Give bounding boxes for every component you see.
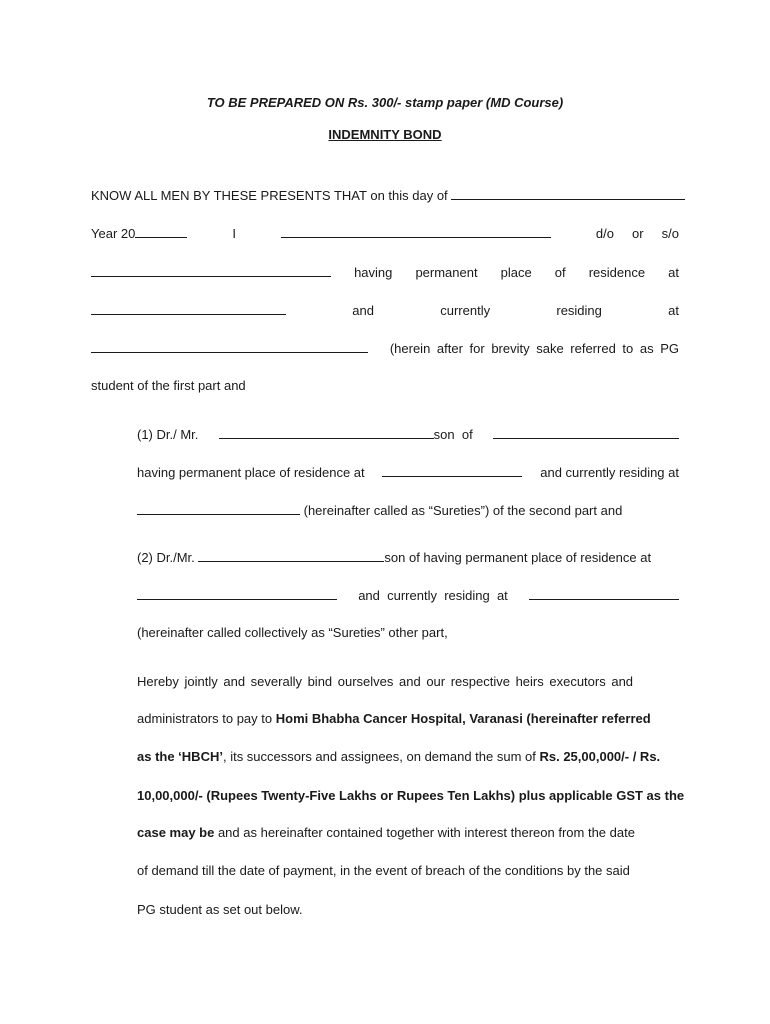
relation-label: d/o or s/o — [595, 226, 679, 241]
document-heading: INDEMNITY BOND — [328, 127, 442, 142]
word: having — [354, 265, 393, 280]
word: at — [668, 303, 679, 318]
body-line-4 — [137, 788, 684, 803]
body-text: administrators to pay to — [137, 711, 276, 726]
intro-text: KNOW ALL MEN BY THESE PRESENTS THAT on this day of — [91, 188, 448, 203]
surety1-name-blank — [219, 426, 434, 439]
surety2-name-blank — [198, 549, 384, 562]
body-line-1: Hereby jointly and severally bind ourselves and our respective heirs executors and — [137, 674, 634, 689]
intro-line-5 — [91, 340, 679, 356]
intro-line-2 — [91, 225, 679, 241]
word: currently — [440, 303, 491, 318]
year-blank — [135, 225, 187, 238]
intro-line-3 — [91, 264, 679, 280]
year-group — [91, 225, 187, 241]
surety1-line-1 — [137, 426, 679, 442]
surety2-residence-text: son of having permanent place of residence at — [384, 550, 652, 565]
body-line-7: PG student as set out below. — [137, 902, 303, 917]
first-part-text: student of the first part and — [91, 378, 246, 393]
surety1-line-2 — [137, 464, 679, 480]
name-blank — [281, 225, 551, 238]
son-of-label: son of — [433, 427, 473, 442]
body-line-5 — [137, 825, 635, 840]
word: at — [668, 265, 679, 280]
body-line-2 — [137, 711, 651, 726]
surety2-label: (2) Dr./Mr. — [137, 550, 195, 565]
word: permanent — [415, 265, 478, 280]
word: of — [554, 265, 566, 280]
stamp-paper-title: TO BE PREPARED ON Rs. 300/- stamp paper (MD Course) — [206, 95, 564, 110]
surety1-label: (1) Dr./ Mr. — [137, 427, 199, 442]
surety1-current-text: and currently residing at — [540, 465, 679, 480]
word: and — [352, 303, 374, 318]
permanent-address-blank — [91, 302, 286, 315]
surety2-line-2 — [137, 587, 679, 603]
surety2-line-1 — [137, 549, 651, 565]
body-line-6: of demand till the date of payment, in the event of breach of the conditions by the said — [137, 863, 630, 878]
surety1-line-3 — [137, 502, 622, 518]
surety1-father-blank — [493, 426, 679, 439]
herein-text: (herein after for brevity sake referred to as PG — [389, 341, 679, 356]
hbch-label: as the ‘HBCH’ — [137, 749, 223, 764]
surety1-residence-blank — [382, 464, 522, 477]
current-address-blank — [91, 340, 368, 353]
day-blank — [451, 187, 685, 200]
surety2-current-text: and currently residing at — [358, 588, 508, 603]
surety2-current-blank — [529, 587, 679, 600]
surety2-line-3: (hereinafter called collectively as “Sureties” other part, — [137, 625, 448, 640]
word: residing — [556, 303, 602, 318]
intro-line-4 — [91, 302, 679, 318]
intro-line-1 — [91, 187, 685, 203]
parent-name-blank — [91, 264, 331, 277]
surety1-sureties-text: (hereinafter called as “Sureties”) of the second part and — [303, 503, 623, 518]
surety2-residence-blank — [137, 587, 337, 600]
body-line-3 — [137, 749, 660, 764]
hospital-name: Homi Bhabha Cancer Hospital, Varanasi (hereinafter referred — [275, 711, 651, 726]
year-label: Year 20 — [91, 226, 136, 241]
amount-words: 10,00,000/- (Rupees Twenty-Five Lakhs or Rupees Ten Lakhs) plus applicable GST as the — [137, 788, 685, 803]
word: residence — [588, 265, 646, 280]
amount-text: Rs. 25,00,000/- / Rs. — [539, 749, 661, 764]
surety1-current-blank — [137, 502, 300, 515]
case-may-be: case may be — [137, 825, 215, 840]
body-text: , its successors and assignees, on demand the sum of — [222, 749, 540, 764]
surety1-name-group — [219, 426, 473, 442]
surety1-residence-text: having permanent place of residence at — [137, 465, 365, 480]
body-text: and as hereinafter contained together with interest thereon from the date — [214, 825, 635, 840]
i-label: I — [232, 226, 236, 241]
word: place — [500, 265, 532, 280]
